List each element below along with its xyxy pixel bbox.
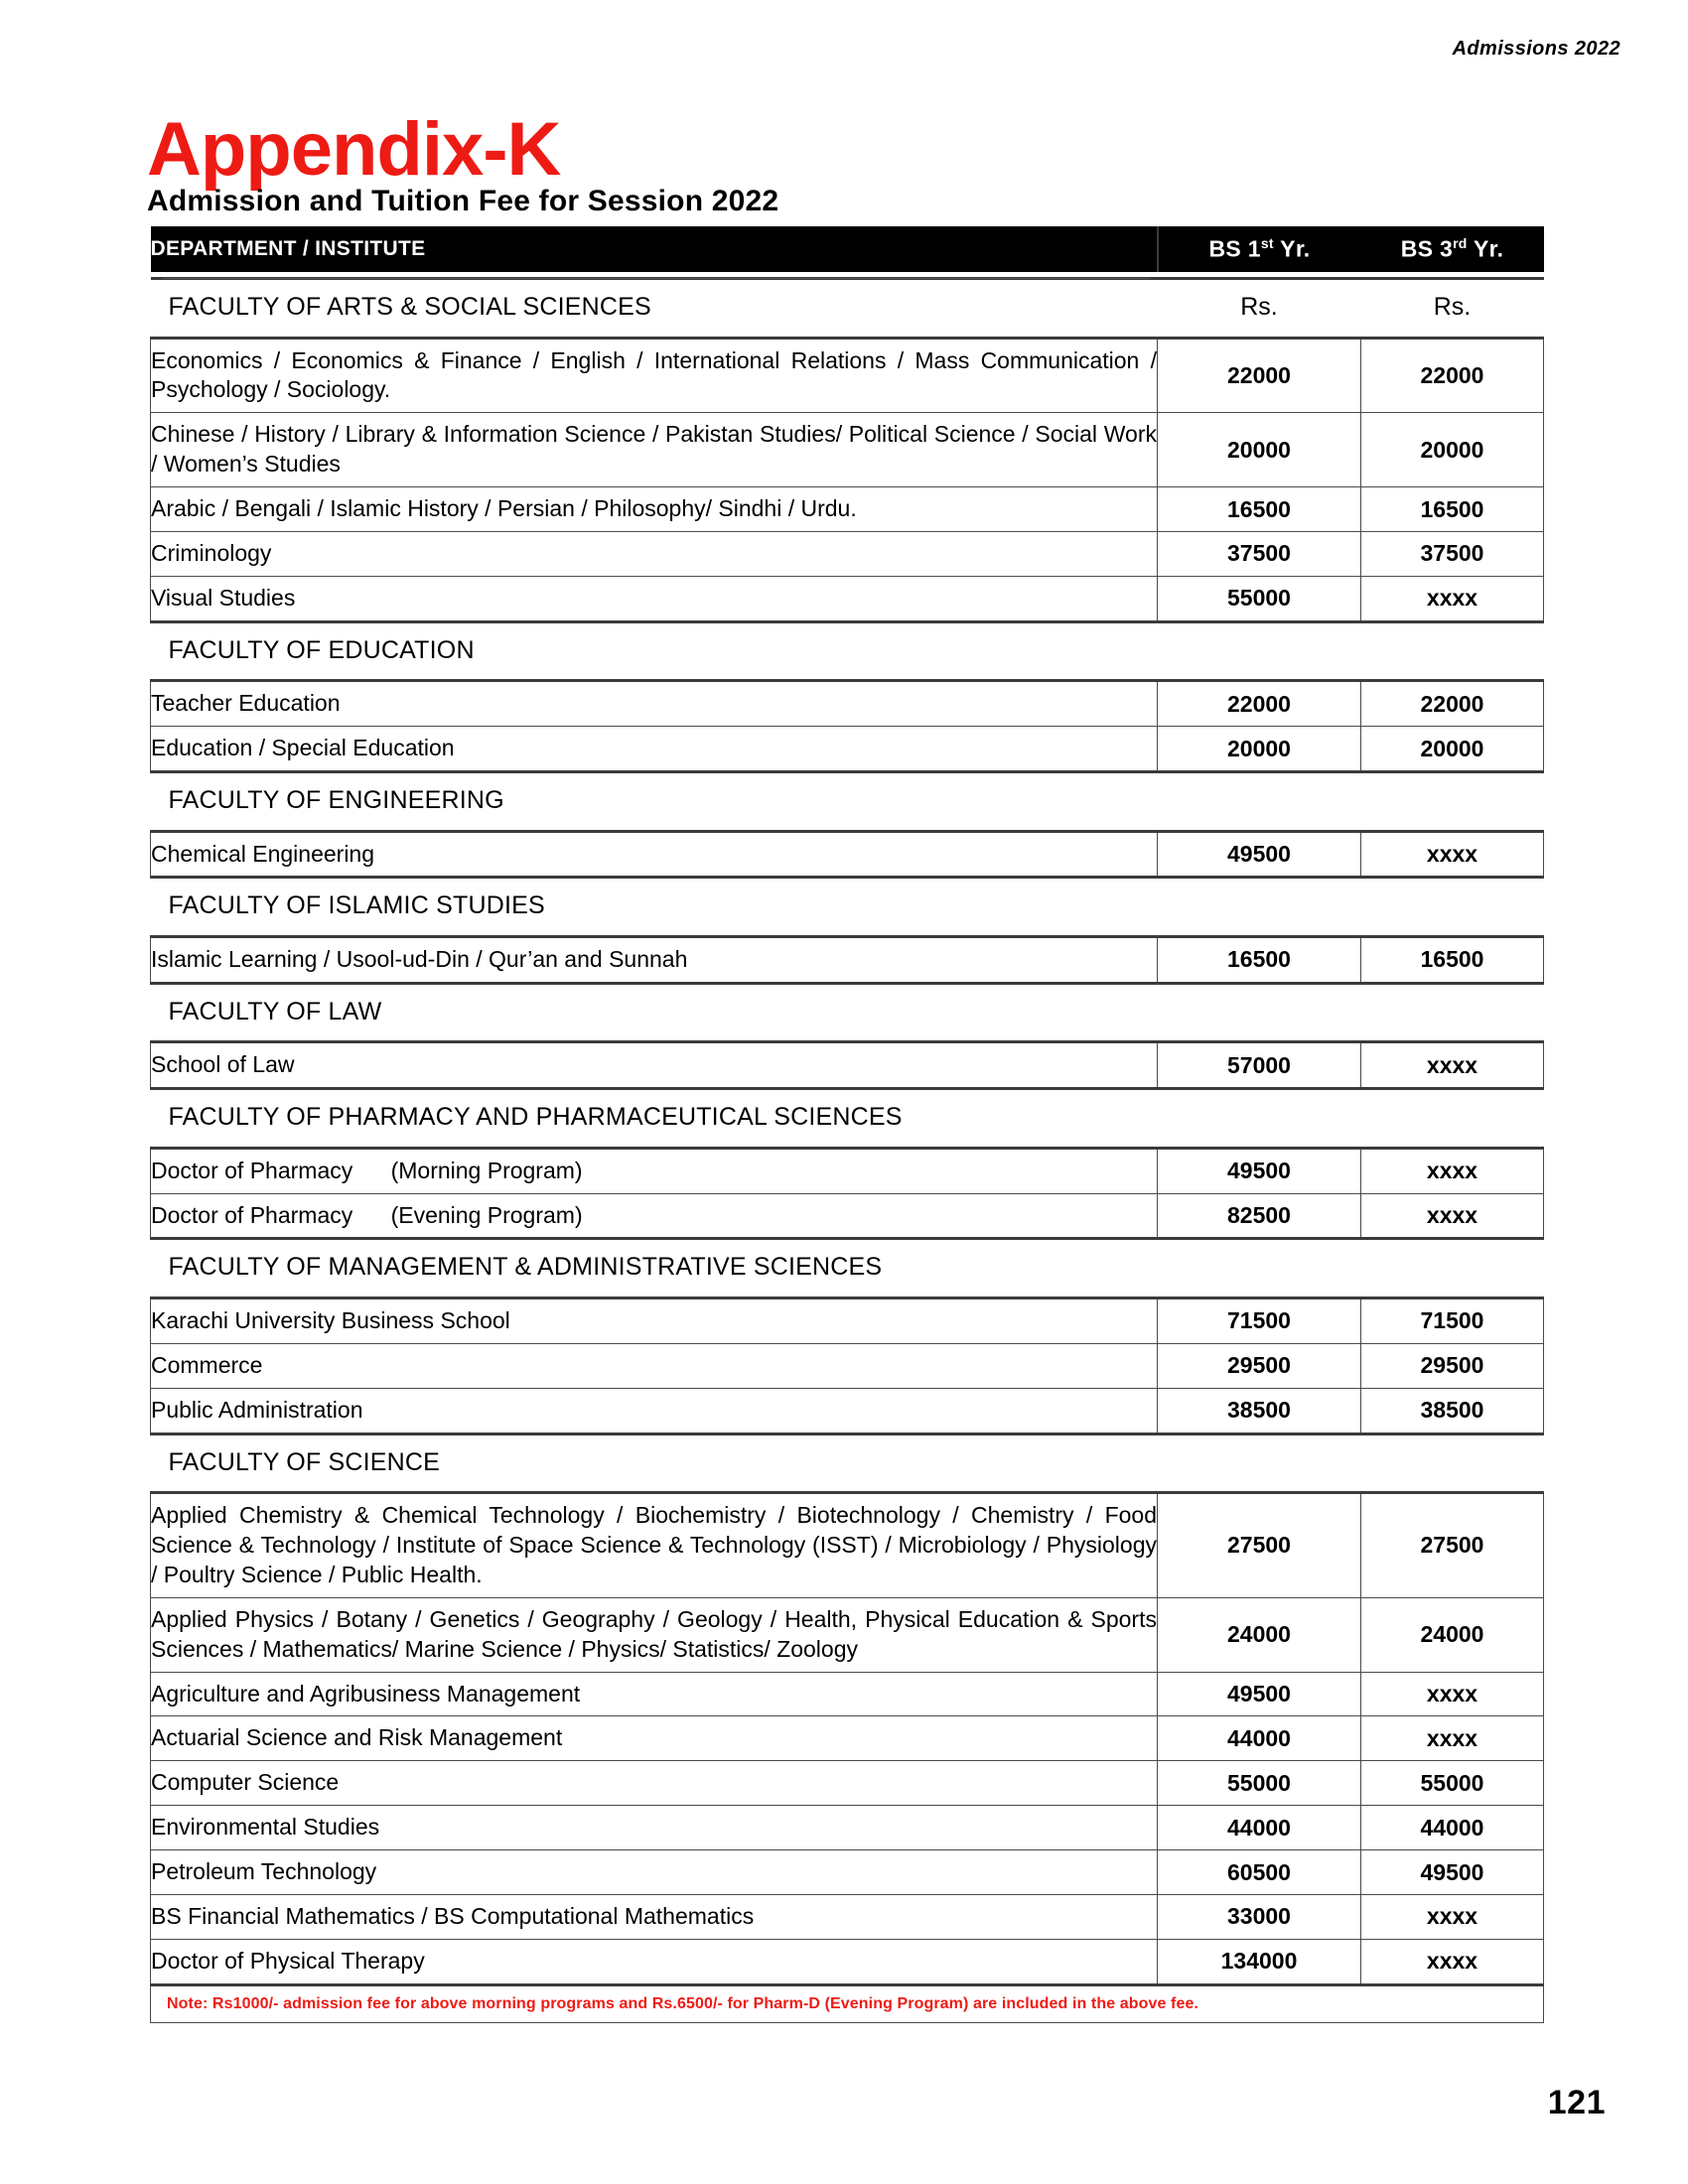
- department-name-cell: Criminology: [151, 531, 1158, 576]
- faculty-heading-label: FACULTY OF EDUCATION: [151, 621, 1158, 681]
- fee-year1-cell: 49500: [1158, 831, 1361, 878]
- column-header-year3-suffix: Yr.: [1467, 235, 1504, 262]
- fee-year1-cell: 20000: [1158, 413, 1361, 487]
- fee-year1-cell: 37500: [1158, 531, 1361, 576]
- table-row: [151, 338, 1544, 413]
- faculty-heading-filler: [1158, 1089, 1544, 1149]
- table-row: [151, 1297, 1544, 1343]
- fee-year3-cell: xxxx: [1361, 1193, 1544, 1239]
- fee-year1-cell: 29500: [1158, 1343, 1361, 1388]
- column-header-year3: [1361, 226, 1544, 272]
- fee-year1-cell: 55000: [1158, 576, 1361, 621]
- table-row: [151, 1672, 1544, 1716]
- fee-year1-cell: 82500: [1158, 1193, 1361, 1239]
- fee-year3-cell: 55000: [1361, 1761, 1544, 1806]
- faculty-heading-filler: [1158, 878, 1544, 937]
- fee-year1-cell: 24000: [1158, 1597, 1361, 1672]
- fee-year3-cell: xxxx: [1361, 1672, 1544, 1716]
- faculty-heading-label: FACULTY OF ISLAMIC STUDIES: [151, 878, 1158, 937]
- fee-year1-cell: 27500: [1158, 1493, 1361, 1598]
- table-note-row: [151, 1984, 1544, 2022]
- faculty-heading-row: [151, 772, 1544, 832]
- faculty-heading-row: [151, 621, 1544, 681]
- fee-year3-cell: 37500: [1361, 531, 1544, 576]
- fee-year1-cell: 134000: [1158, 1939, 1361, 1984]
- table-row: [151, 831, 1544, 878]
- fee-table: [150, 226, 1544, 2023]
- table-row: [151, 413, 1544, 487]
- fee-year3-cell: 44000: [1361, 1806, 1544, 1850]
- department-name-cell: Karachi University Business School: [151, 1297, 1158, 1343]
- fee-year3-cell: 29500: [1361, 1343, 1544, 1388]
- fee-year3-cell: 38500: [1361, 1388, 1544, 1433]
- department-name-cell: BS Financial Mathematics / BS Computational Mathematics: [151, 1895, 1158, 1940]
- fee-year1-cell: 22000: [1158, 338, 1361, 413]
- faculty-heading-row: [151, 1433, 1544, 1493]
- page-number: 121: [1547, 2084, 1606, 2121]
- currency-label-year1: Rs.: [1158, 279, 1361, 339]
- faculty-heading-row: [151, 1089, 1544, 1149]
- fee-year1-cell: 16500: [1158, 487, 1361, 532]
- faculty-heading-label: FACULTY OF ENGINEERING: [151, 772, 1158, 832]
- faculty-heading-label: FACULTY OF ARTS & SOCIAL SCIENCES: [151, 279, 1158, 339]
- department-name-cell: Islamic Learning / Usool-ud-Din / Qur’an and Sunnah: [151, 936, 1158, 983]
- fee-year1-cell: 44000: [1158, 1806, 1361, 1850]
- table-row: [151, 1895, 1544, 1940]
- fee-year1-cell: 33000: [1158, 1895, 1361, 1940]
- faculty-heading-label: FACULTY OF LAW: [151, 983, 1158, 1042]
- fee-year3-cell: 49500: [1361, 1850, 1544, 1895]
- department-name-cell: Commerce: [151, 1343, 1158, 1388]
- faculty-heading-row: [151, 983, 1544, 1042]
- department-name-cell: Chemical Engineering: [151, 831, 1158, 878]
- column-header-department-label: DEPARTMENT / INSTITUTE: [150, 237, 426, 260]
- table-row: [151, 936, 1544, 983]
- faculty-heading-label: FACULTY OF SCIENCE: [151, 1433, 1158, 1493]
- fee-year3-cell: xxxx: [1361, 576, 1544, 621]
- department-name-cell: Public Administration: [151, 1388, 1158, 1433]
- faculty-heading-filler: [1158, 983, 1544, 1042]
- table-row: [151, 1343, 1544, 1388]
- column-header-year3-sup: rd: [1453, 235, 1468, 252]
- table-row: [151, 1761, 1544, 1806]
- department-name-cell: Visual Studies: [151, 576, 1158, 621]
- fee-year3-cell: 16500: [1361, 936, 1544, 983]
- fee-year1-cell: 49500: [1158, 1148, 1361, 1193]
- fee-year1-cell: 44000: [1158, 1716, 1361, 1761]
- fee-year1-cell: 71500: [1158, 1297, 1361, 1343]
- running-head: Admissions 2022: [1452, 38, 1620, 60]
- fee-year3-cell: 71500: [1361, 1297, 1544, 1343]
- faculty-heading-filler: [1158, 1239, 1544, 1298]
- faculty-heading-label: FACULTY OF MANAGEMENT & ADMINISTRATIVE SCIENCES: [151, 1239, 1158, 1298]
- table-note: Note: Rs1000/- admission fee for above morning programs and Rs.6500/- for Pharm-D (Evening Program) are included in the above fee.: [151, 1984, 1544, 2022]
- page-title: Appendix-K: [147, 106, 561, 192]
- header-underline: [163, 278, 1151, 279]
- fee-table-body: [151, 226, 1544, 2022]
- column-header-department: [151, 226, 1158, 272]
- faculty-heading-filler: [1158, 621, 1544, 681]
- department-name-cell: Computer Science: [151, 1761, 1158, 1806]
- table-row: [151, 727, 1544, 772]
- column-header-year3-prefix: BS 3: [1400, 235, 1454, 262]
- faculty-heading-filler: [1158, 1433, 1544, 1493]
- fee-year1-cell: 20000: [1158, 727, 1361, 772]
- department-name-cell: Doctor of Physical Therapy: [151, 1939, 1158, 1984]
- table-row: [151, 1716, 1544, 1761]
- fee-year3-cell: 20000: [1361, 413, 1544, 487]
- table-row: [151, 1193, 1544, 1239]
- table-row: [151, 681, 1544, 727]
- column-header-year1-suffix: Yr.: [1273, 235, 1311, 262]
- table-header-row: [151, 226, 1544, 272]
- table-row: [151, 531, 1544, 576]
- column-header-year1-prefix: BS 1: [1208, 235, 1261, 262]
- department-name-cell: Agriculture and Agribusiness Management: [151, 1672, 1158, 1716]
- department-name-cell: Arabic / Bengali / Islamic History / Persian / Philosophy/ Sindhi / Urdu.: [151, 487, 1158, 532]
- table-row: [151, 487, 1544, 532]
- fee-year1-cell: 16500: [1158, 936, 1361, 983]
- fee-year3-cell: 24000: [1361, 1597, 1544, 1672]
- department-name-cell: Applied Physics / Botany / Genetics / Geography / Geology / Health, Physical Education & Sports Sciences / Mathematics/ Marine Science / Physics/ Statistics/ Zoology: [151, 1597, 1158, 1672]
- column-header-year1: [1158, 226, 1361, 272]
- column-header-year1-sup: st: [1260, 235, 1274, 252]
- table-row: [151, 1597, 1544, 1672]
- table-row: [151, 1806, 1544, 1850]
- fee-year3-cell: xxxx: [1361, 1042, 1544, 1089]
- fee-year3-cell: 16500: [1361, 487, 1544, 532]
- fee-year1-cell: 55000: [1158, 1761, 1361, 1806]
- department-name-cell: Economics / Economics & Finance / English / International Relations / Mass Communication / Psychology / Sociology.: [151, 338, 1158, 413]
- department-name-cell: Petroleum Technology: [151, 1850, 1158, 1895]
- fee-year1-cell: 22000: [1158, 681, 1361, 727]
- table-row: [151, 576, 1544, 621]
- department-name-cell: Education / Special Education: [151, 727, 1158, 772]
- table-row: [151, 1042, 1544, 1089]
- department-name-cell: Environmental Studies: [151, 1806, 1158, 1850]
- fee-year1-cell: 60500: [1158, 1850, 1361, 1895]
- fee-year3-cell: 20000: [1361, 727, 1544, 772]
- table-row: [151, 1850, 1544, 1895]
- fee-year3-cell: 22000: [1361, 338, 1544, 413]
- fee-year1-cell: 57000: [1158, 1042, 1361, 1089]
- department-name-cell: Teacher Education: [151, 681, 1158, 727]
- table-row: [151, 1939, 1544, 1984]
- faculty-heading-label: FACULTY OF PHARMACY AND PHARMACEUTICAL SCIENCES: [151, 1089, 1158, 1149]
- fee-year1-cell: 49500: [1158, 1672, 1361, 1716]
- table-row: [151, 1493, 1544, 1598]
- table-row: [151, 1148, 1544, 1193]
- faculty-heading-row: [151, 279, 1544, 339]
- department-name-cell: Chinese / History / Library & Information Science / Pakistan Studies/ Political Science / Social Work / Women’s Studies: [151, 413, 1158, 487]
- department-name-cell: Applied Chemistry & Chemical Technology / Biochemistry / Biotechnology / Chemistry / Food Science & Technology / Institute of Space Science & Technology (ISST) / Microbiology / Physiology / Poultry Science / Public Health.: [151, 1493, 1158, 1598]
- fee-year3-cell: 22000: [1361, 681, 1544, 727]
- fee-year1-cell: 38500: [1158, 1388, 1361, 1433]
- faculty-heading-row: [151, 878, 1544, 937]
- department-name-cell: Doctor of Pharmacy (Evening Program): [151, 1193, 1158, 1239]
- department-name-cell: Doctor of Pharmacy (Morning Program): [151, 1148, 1158, 1193]
- faculty-heading-filler: [1158, 772, 1544, 832]
- page-subtitle: Admission and Tuition Fee for Session 2022: [147, 185, 779, 217]
- fee-year3-cell: xxxx: [1361, 1148, 1544, 1193]
- fee-year3-cell: 27500: [1361, 1493, 1544, 1598]
- fee-year3-cell: xxxx: [1361, 831, 1544, 878]
- faculty-heading-row: [151, 1239, 1544, 1298]
- currency-label-year3: Rs.: [1361, 279, 1544, 339]
- fee-year3-cell: xxxx: [1361, 1939, 1544, 1984]
- department-name-cell: Actuarial Science and Risk Management: [151, 1716, 1158, 1761]
- table-row: [151, 1388, 1544, 1433]
- fee-year3-cell: xxxx: [1361, 1716, 1544, 1761]
- department-name-cell: School of Law: [151, 1042, 1158, 1089]
- fee-year3-cell: xxxx: [1361, 1895, 1544, 1940]
